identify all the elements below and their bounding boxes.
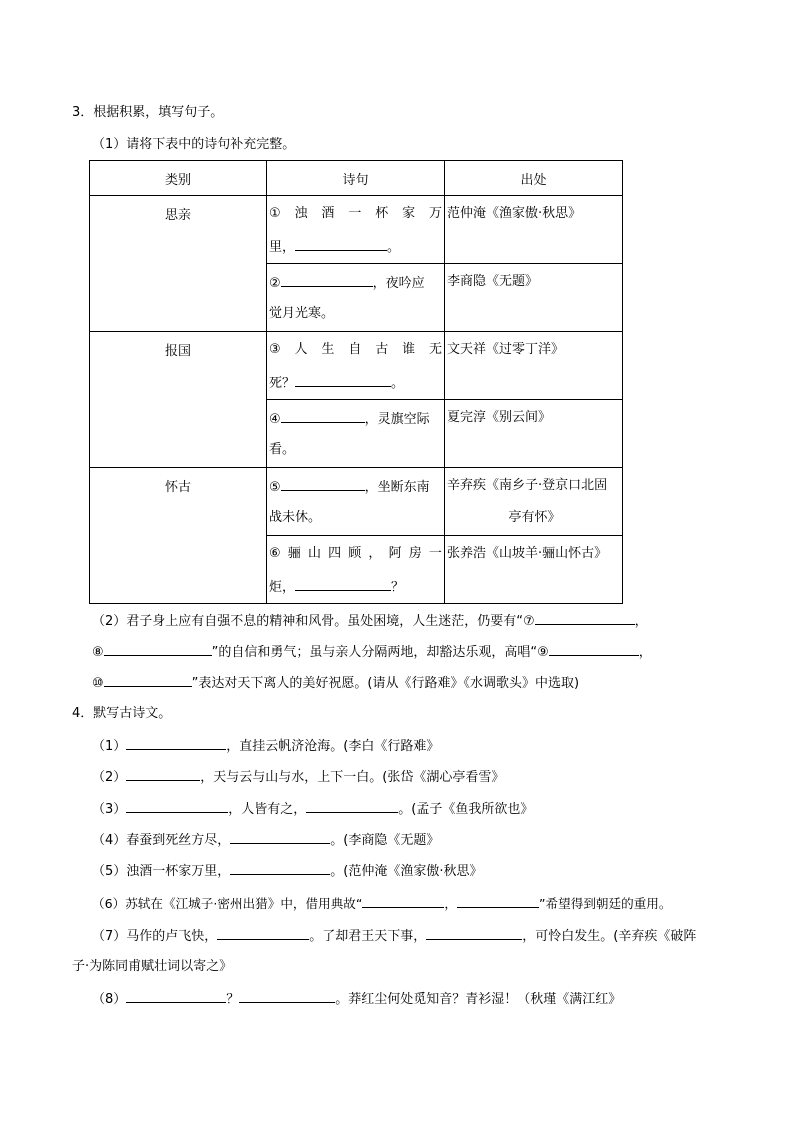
q4-text: ，天与云与山与水，上下一白。(张岱《湖心亭看雪》 (200, 770, 505, 785)
q4-item (92, 766, 504, 788)
verse-text: 觉月光寒。 (269, 306, 335, 321)
q4-text: ，直挂云帆济沧海。(李白《行路难》 (226, 739, 440, 754)
answer-blank[interactable] (104, 672, 192, 687)
verse-text: ？ (391, 580, 405, 595)
verse-cell (267, 332, 445, 400)
q3-sub2-line1 (92, 610, 648, 632)
source-line: 亭有怀》 (508, 510, 561, 525)
q4-text: （8） (92, 992, 127, 1007)
verse-char: 家 (402, 206, 416, 221)
answer-blank[interactable] (535, 610, 635, 625)
answer-blank[interactable] (426, 925, 522, 940)
answer-blank[interactable] (295, 576, 391, 591)
q4-text: 。(孟子《鱼我所欲也》 (398, 802, 534, 817)
answer-blank[interactable] (104, 641, 212, 656)
verse-char: 阿 (388, 546, 402, 561)
answer-blank[interactable] (239, 988, 335, 1003)
verse-text: ，夜吟应 (372, 276, 425, 291)
answer-blank[interactable] (362, 893, 444, 908)
verse-char: 生 (321, 342, 335, 357)
q4-item: 子·为陈同甫赋壮词以寄之》 (72, 959, 233, 974)
table-row (90, 332, 623, 400)
poem-table (89, 160, 623, 604)
category-cell: 怀古 (90, 468, 267, 604)
q4-text: （2） (92, 770, 127, 785)
q4-text: ，可怜白发生。(辛弃疾《破阵 (522, 929, 697, 944)
verse-char: 酒 (321, 206, 335, 221)
verse-char: 一 (348, 206, 362, 221)
q3-sub2-text: ⑩ (92, 676, 104, 691)
source-cell: 范仲淹《渔家傲·秋思》 (445, 196, 623, 264)
verse-text: 看。 (269, 442, 296, 457)
verse-char: 古 (375, 342, 389, 357)
source-cell: 张养浩《山坡羊·骊山怀古》 (445, 536, 623, 604)
answer-blank[interactable] (230, 829, 330, 844)
verse-cell (267, 536, 445, 604)
q3-sub2-text: （2）君子身上应有自强不息的精神和风骨。虽处困境，人生迷茫，仍要有“⑦ (92, 614, 535, 629)
q4-text: 。(李商隐《无题》 (330, 833, 440, 848)
answer-blank[interactable] (295, 372, 391, 387)
q4-item (92, 798, 533, 820)
verse-text: ，坐断东南 (364, 480, 430, 495)
table-header-row (90, 161, 623, 196)
category-cell: 报国 (90, 332, 267, 468)
source-cell: 李商隐《无题》 (445, 264, 623, 332)
q3-sub2-text: ⑧ (92, 645, 104, 660)
verse-cell (267, 264, 445, 332)
q4-text: 。了却君王天下事， (309, 929, 427, 944)
q4-text: ，人皆有之， (228, 802, 307, 817)
q4-text: （7）马作的卢飞快， (92, 929, 218, 944)
verse-text: 炬， (269, 580, 296, 595)
verse-text: 战未休。 (269, 510, 322, 525)
verse-cell (267, 468, 445, 536)
q3-sub2-text: ， (638, 645, 652, 660)
verse-char: 一 (428, 546, 442, 561)
answer-blank[interactable] (457, 893, 539, 908)
verse-char: 四 (328, 546, 342, 561)
q3-sub2-line3 (92, 672, 579, 694)
verse-text: 死？ (269, 376, 296, 391)
header-category: 类别 (90, 161, 267, 196)
q4-title: 4．默写古诗文。 (72, 706, 172, 721)
verse-text: 。 (391, 376, 405, 391)
q4-text: （4）春蚕到死丝方尽， (92, 833, 231, 848)
q3-sub2-text: ”的自信和勇气；虽与亲人分隔两地，却豁达乐观，高唱“⑨ (211, 645, 549, 660)
q4-text: （1） (92, 739, 127, 754)
category-cell: 思亲 (90, 196, 267, 332)
q3-sub2-text: ， (634, 614, 648, 629)
verse-text: 里， (269, 240, 296, 255)
verse-char: ⑥ (269, 546, 281, 561)
q3-sub2-text: ”表达对天下离人的美好祝愿。(请从《行路难》《水调歌头》中选取) (191, 676, 580, 691)
q4-item (92, 988, 621, 1010)
q4-text: （3） (92, 802, 127, 817)
q4-item (92, 735, 439, 757)
q4-item (92, 860, 483, 882)
verse-char: 山 (307, 546, 321, 561)
verse-char: 骊 (287, 546, 301, 561)
answer-blank[interactable] (126, 988, 226, 1003)
answer-blank[interactable] (281, 408, 365, 423)
verse-char: ② (269, 276, 281, 291)
verse-char: 谁 (402, 342, 416, 357)
source-line: 辛弃疾《南乡子·登京口北固 (447, 478, 608, 493)
verse-char: ⑤ (269, 480, 281, 495)
q3-sub1: （1）请将下表中的诗句补充完整。 (92, 137, 296, 152)
verse-char: 无 (428, 342, 442, 357)
verse-char: 杯 (375, 206, 389, 221)
verse-char: 浊 (294, 206, 308, 221)
q4-item (92, 829, 439, 851)
answer-blank[interactable] (306, 798, 398, 813)
verse-char: ， (368, 546, 382, 561)
verse-char: ① (269, 206, 281, 221)
verse-text: 。 (387, 240, 401, 255)
answer-blank[interactable] (281, 476, 365, 491)
verse-char: 顾 (348, 546, 362, 561)
answer-blank[interactable] (549, 641, 639, 656)
q4-text: ”希望得到朝廷的重用。 (539, 896, 672, 911)
q4-text: 。莽红尘何处觅知音？青衫湿！（秋瑾《满江红》 (335, 992, 622, 1007)
verse-text: ，灵旗空际 (364, 412, 430, 427)
q4-text: （6）苏轼在《江城子·密州出猎》中，借用典故“ (92, 896, 363, 911)
q4-text: ？ (226, 992, 240, 1007)
header-verse: 诗句 (267, 161, 445, 196)
q3-sub2-line2 (92, 641, 652, 663)
answer-blank[interactable] (126, 798, 228, 813)
source-cell: 夏完淳《别云间》 (445, 400, 623, 468)
verse-char: 人 (294, 342, 308, 357)
q4-text: （5）浊酒一杯家万里， (92, 864, 231, 879)
q4-text: ， (444, 896, 458, 911)
table-row (90, 468, 623, 536)
answer-blank[interactable] (230, 860, 330, 875)
source-cell (445, 468, 623, 536)
q3-title: 3．根据积累，填写句子。 (72, 105, 224, 120)
verse-char: ③ (269, 342, 281, 357)
verse-cell (267, 196, 445, 264)
verse-char: 万 (428, 206, 442, 221)
verse-char: 自 (348, 342, 362, 357)
source-cell: 文天祥《过零丁洋》 (445, 332, 623, 400)
q4-text: 。(范仲淹《渔家傲·秋思》 (330, 864, 483, 879)
header-source: 出处 (445, 161, 623, 196)
verse-cell (267, 400, 445, 468)
verse-char: ④ (269, 412, 281, 427)
answer-blank[interactable] (281, 272, 373, 287)
answer-blank[interactable] (126, 735, 226, 750)
table-row (90, 196, 623, 264)
q4-item (92, 893, 671, 914)
q4-item (92, 925, 696, 947)
answer-blank[interactable] (295, 236, 387, 251)
answer-blank[interactable] (217, 925, 309, 940)
verse-char: 房 (408, 546, 422, 561)
answer-blank[interactable] (126, 766, 200, 781)
